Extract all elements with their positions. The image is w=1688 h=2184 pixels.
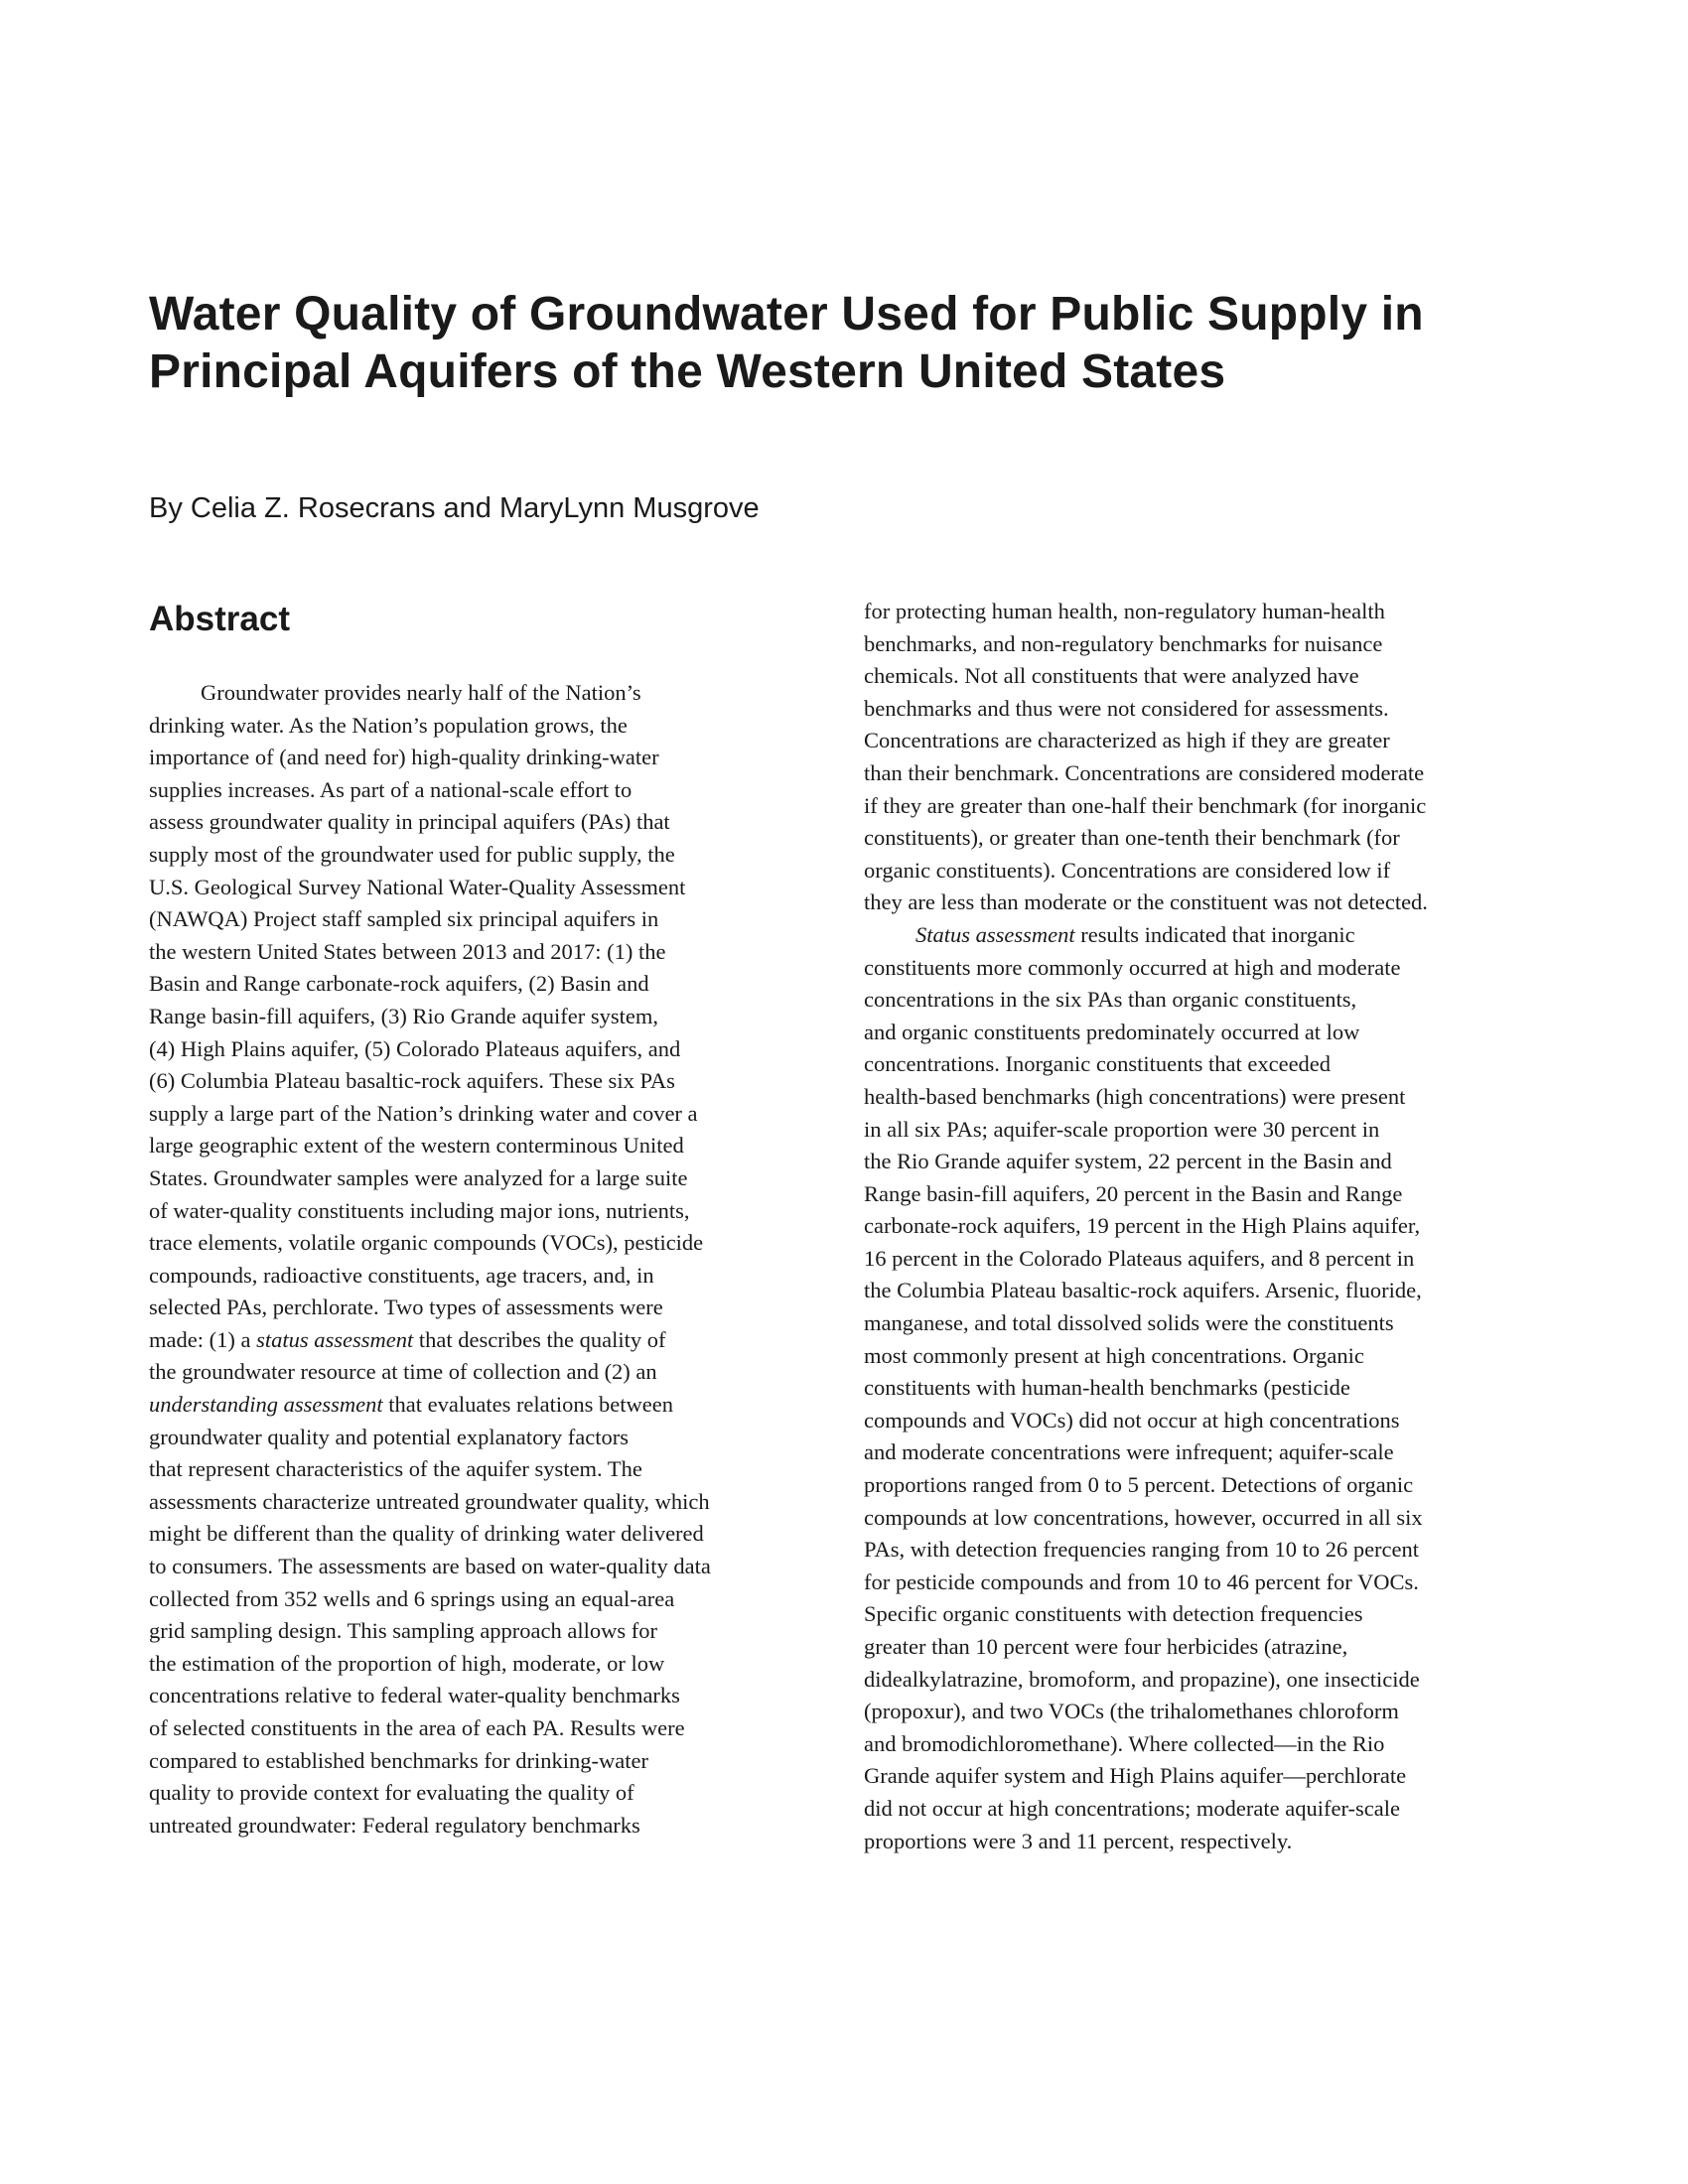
- text-line: collected from 352 wells and 6 springs using an equal-area: [149, 1585, 675, 1611]
- text-line: Status assessment results indicated that inorganic: [915, 921, 1355, 947]
- text-line: groundwater quality and potential explanatory factors: [149, 1424, 629, 1449]
- text-line: benchmarks, and non-regulatory benchmarks for nuisance: [864, 630, 1383, 656]
- text-line: States. Groundwater samples were analyzed for a large suite: [149, 1164, 688, 1190]
- abstract-heading: Abstract: [149, 600, 290, 638]
- text-line: Grande aquifer system and High Plains aquifer—perchlorate: [864, 1763, 1407, 1789]
- text-line: organic constituents). Concentrations are considered low if: [864, 857, 1391, 883]
- text-line: Basin and Range carbonate-rock aquifers, (2) Basin and: [149, 971, 649, 997]
- title-line: Principal Aquifers of the Western United States: [149, 345, 1226, 398]
- text-line: Concentrations are characterized as high if they are greater: [864, 728, 1390, 753]
- text-line: in all six PAs; aquifer-scale proportion were 30 percent in: [864, 1116, 1380, 1142]
- text-line: U.S. Geological Survey National Water-Quality Assessment: [149, 874, 686, 899]
- abstract-left-column: [149, 677, 844, 1842]
- text-line: the groundwater resource at time of collection and (2) an: [149, 1359, 657, 1385]
- text-line: the Columbia Plateau basaltic-rock aquifers. Arsenic, fluoride,: [864, 1278, 1422, 1303]
- text-line: (6) Columbia Plateau basaltic-rock aquifers. These six PAs: [149, 1068, 675, 1094]
- text-line: Groundwater provides nearly half of the Nation’s: [201, 680, 641, 705]
- text-line: compared to established benchmarks for drinking-water: [149, 1747, 648, 1773]
- text-line: benchmarks and thus were not considered for assessments.: [864, 695, 1389, 721]
- text-line: and bromodichloromethane). Where collected—in the Rio: [864, 1730, 1385, 1756]
- text-line: compounds at low concentrations, however, occurred in all six: [864, 1504, 1423, 1530]
- text-line: supply a large part of the Nation’s drinking water and cover a: [149, 1100, 698, 1126]
- text-line: grid sampling design. This sampling approach allows for: [149, 1618, 658, 1644]
- text-line: trace elements, volatile organic compounds (VOCs), pesticide: [149, 1230, 704, 1256]
- text-line: constituents), or greater than one-tenth their benchmark (for: [864, 825, 1400, 851]
- text-line: concentrations. Inorganic constituents that exceeded: [864, 1051, 1332, 1077]
- text-line: proportions were 3 and 11 percent, respectively.: [864, 1828, 1293, 1853]
- text-line: of selected constituents in the area of each PA. Results were: [149, 1715, 685, 1740]
- text-line: large geographic extent of the western conterminous United: [149, 1133, 684, 1159]
- text-line: the estimation of the proportion of high, moderate, or low: [149, 1650, 665, 1676]
- text-line: chemicals. Not all constituents that were analyzed have: [864, 663, 1359, 689]
- text-line: compounds, radioactive constituents, age tracers, and, in: [149, 1262, 654, 1288]
- text-line: supply most of the groundwater used for public supply, the: [149, 841, 675, 867]
- text-line: made: (1) a status assessment that describes the quality of: [149, 1326, 666, 1352]
- text-line: manganese, and total dissolved solids were the constituents: [864, 1310, 1394, 1336]
- author-byline: By Celia Z. Rosecrans and MaryLynn Musgrove: [149, 492, 760, 524]
- paper-title: [149, 286, 1559, 401]
- text-line: might be different than the quality of drinking water delivered: [149, 1521, 704, 1547]
- text-line: assess groundwater quality in principal aquifers (PAs) that: [149, 809, 670, 835]
- text-line: (4) High Plains aquifer, (5) Colorado Plateaus aquifers, and: [149, 1035, 681, 1061]
- text-line: did not occur at high concentrations; moderate aquifer-scale: [864, 1795, 1400, 1821]
- text-line: Range basin-fill aquifers, 20 percent in the Basin and Range: [864, 1180, 1403, 1206]
- text-line: 16 percent in the Colorado Plateaus aquifers, and 8 percent in: [864, 1245, 1415, 1271]
- text-line: to consumers. The assessments are based on water-quality data: [149, 1554, 711, 1579]
- text-line: than their benchmark. Concentrations are considered moderate: [864, 759, 1425, 785]
- text-line: Range basin-fill aquifers, (3) Rio Grande aquifer system,: [149, 1003, 658, 1028]
- text-line: greater than 10 percent were four herbicides (atrazine,: [864, 1634, 1348, 1659]
- text-line: the Rio Grande aquifer system, 22 percent in the Basin and: [864, 1149, 1392, 1174]
- text-line: and organic constituents predominately occurred at low: [864, 1019, 1360, 1044]
- text-line: of water-quality constituents including major ions, nutrients,: [149, 1197, 690, 1223]
- text-line: concentrations relative to federal water-quality benchmarks: [149, 1683, 680, 1708]
- text-line: didealkylatrazine, bromoform, and propazine), one insecticide: [864, 1666, 1420, 1692]
- text-line: constituents with human-health benchmarks (pesticide: [864, 1375, 1350, 1401]
- text-line: the western United States between 2013 and 2017: (1) the: [149, 938, 666, 964]
- abstract-right-column: [864, 596, 1559, 1857]
- text-line: supplies increases. As part of a national-scale effort to: [149, 776, 633, 802]
- text-line: importance of (and need for) high-quality drinking-water: [149, 745, 659, 770]
- text-line: for pesticide compounds and from 10 to 46 percent for VOCs.: [864, 1569, 1419, 1594]
- text-line: carbonate-rock aquifers, 19 percent in the High Plains aquifer,: [864, 1213, 1421, 1239]
- title-line: Water Quality of Groundwater Used for Public Supply in: [149, 288, 1424, 341]
- text-line: untreated groundwater: Federal regulatory benchmarks: [149, 1812, 640, 1838]
- text-line: constituents more commonly occurred at high and moderate: [864, 954, 1401, 980]
- text-line: assessments characterize untreated groundwater quality, which: [149, 1488, 710, 1514]
- text-line: most commonly present at high concentrations. Organic: [864, 1342, 1364, 1368]
- text-line: concentrations in the six PAs than organic constituents,: [864, 987, 1357, 1013]
- text-line: drinking water. As the Nation’s population grows, the: [149, 712, 628, 738]
- text-line: Specific organic constituents with detection frequencies: [864, 1601, 1363, 1627]
- text-line: that represent characteristics of the aquifer system. The: [149, 1456, 642, 1482]
- text-line: if they are greater than one-half their benchmark (for inorganic: [864, 792, 1427, 818]
- text-line: quality to provide context for evaluating the quality of: [149, 1780, 634, 1806]
- text-line: PAs, with detection frequencies ranging from 10 to 26 percent: [864, 1537, 1420, 1563]
- text-line: (NAWQA) Project staff sampled six principal aquifers in: [149, 906, 659, 932]
- text-line: and moderate concentrations were infrequent; aquifer-scale: [864, 1439, 1394, 1465]
- text-line: understanding assessment that evaluates relations between: [149, 1392, 674, 1418]
- text-line: for protecting human health, non-regulatory human-health: [864, 599, 1385, 623]
- text-line: selected PAs, perchlorate. Two types of assessments were: [149, 1295, 663, 1320]
- text-line: health-based benchmarks (high concentrations) were present: [864, 1083, 1406, 1109]
- text-line: compounds and VOCs) did not occur at high concentrations: [864, 1407, 1400, 1433]
- text-line: they are less than moderate or the constituent was not detected.: [864, 889, 1428, 915]
- text-line: (propoxur), and two VOCs (the trihalomethanes chloroform: [864, 1699, 1399, 1724]
- text-line: proportions ranged from 0 to 5 percent. Detections of organic: [864, 1472, 1414, 1498]
